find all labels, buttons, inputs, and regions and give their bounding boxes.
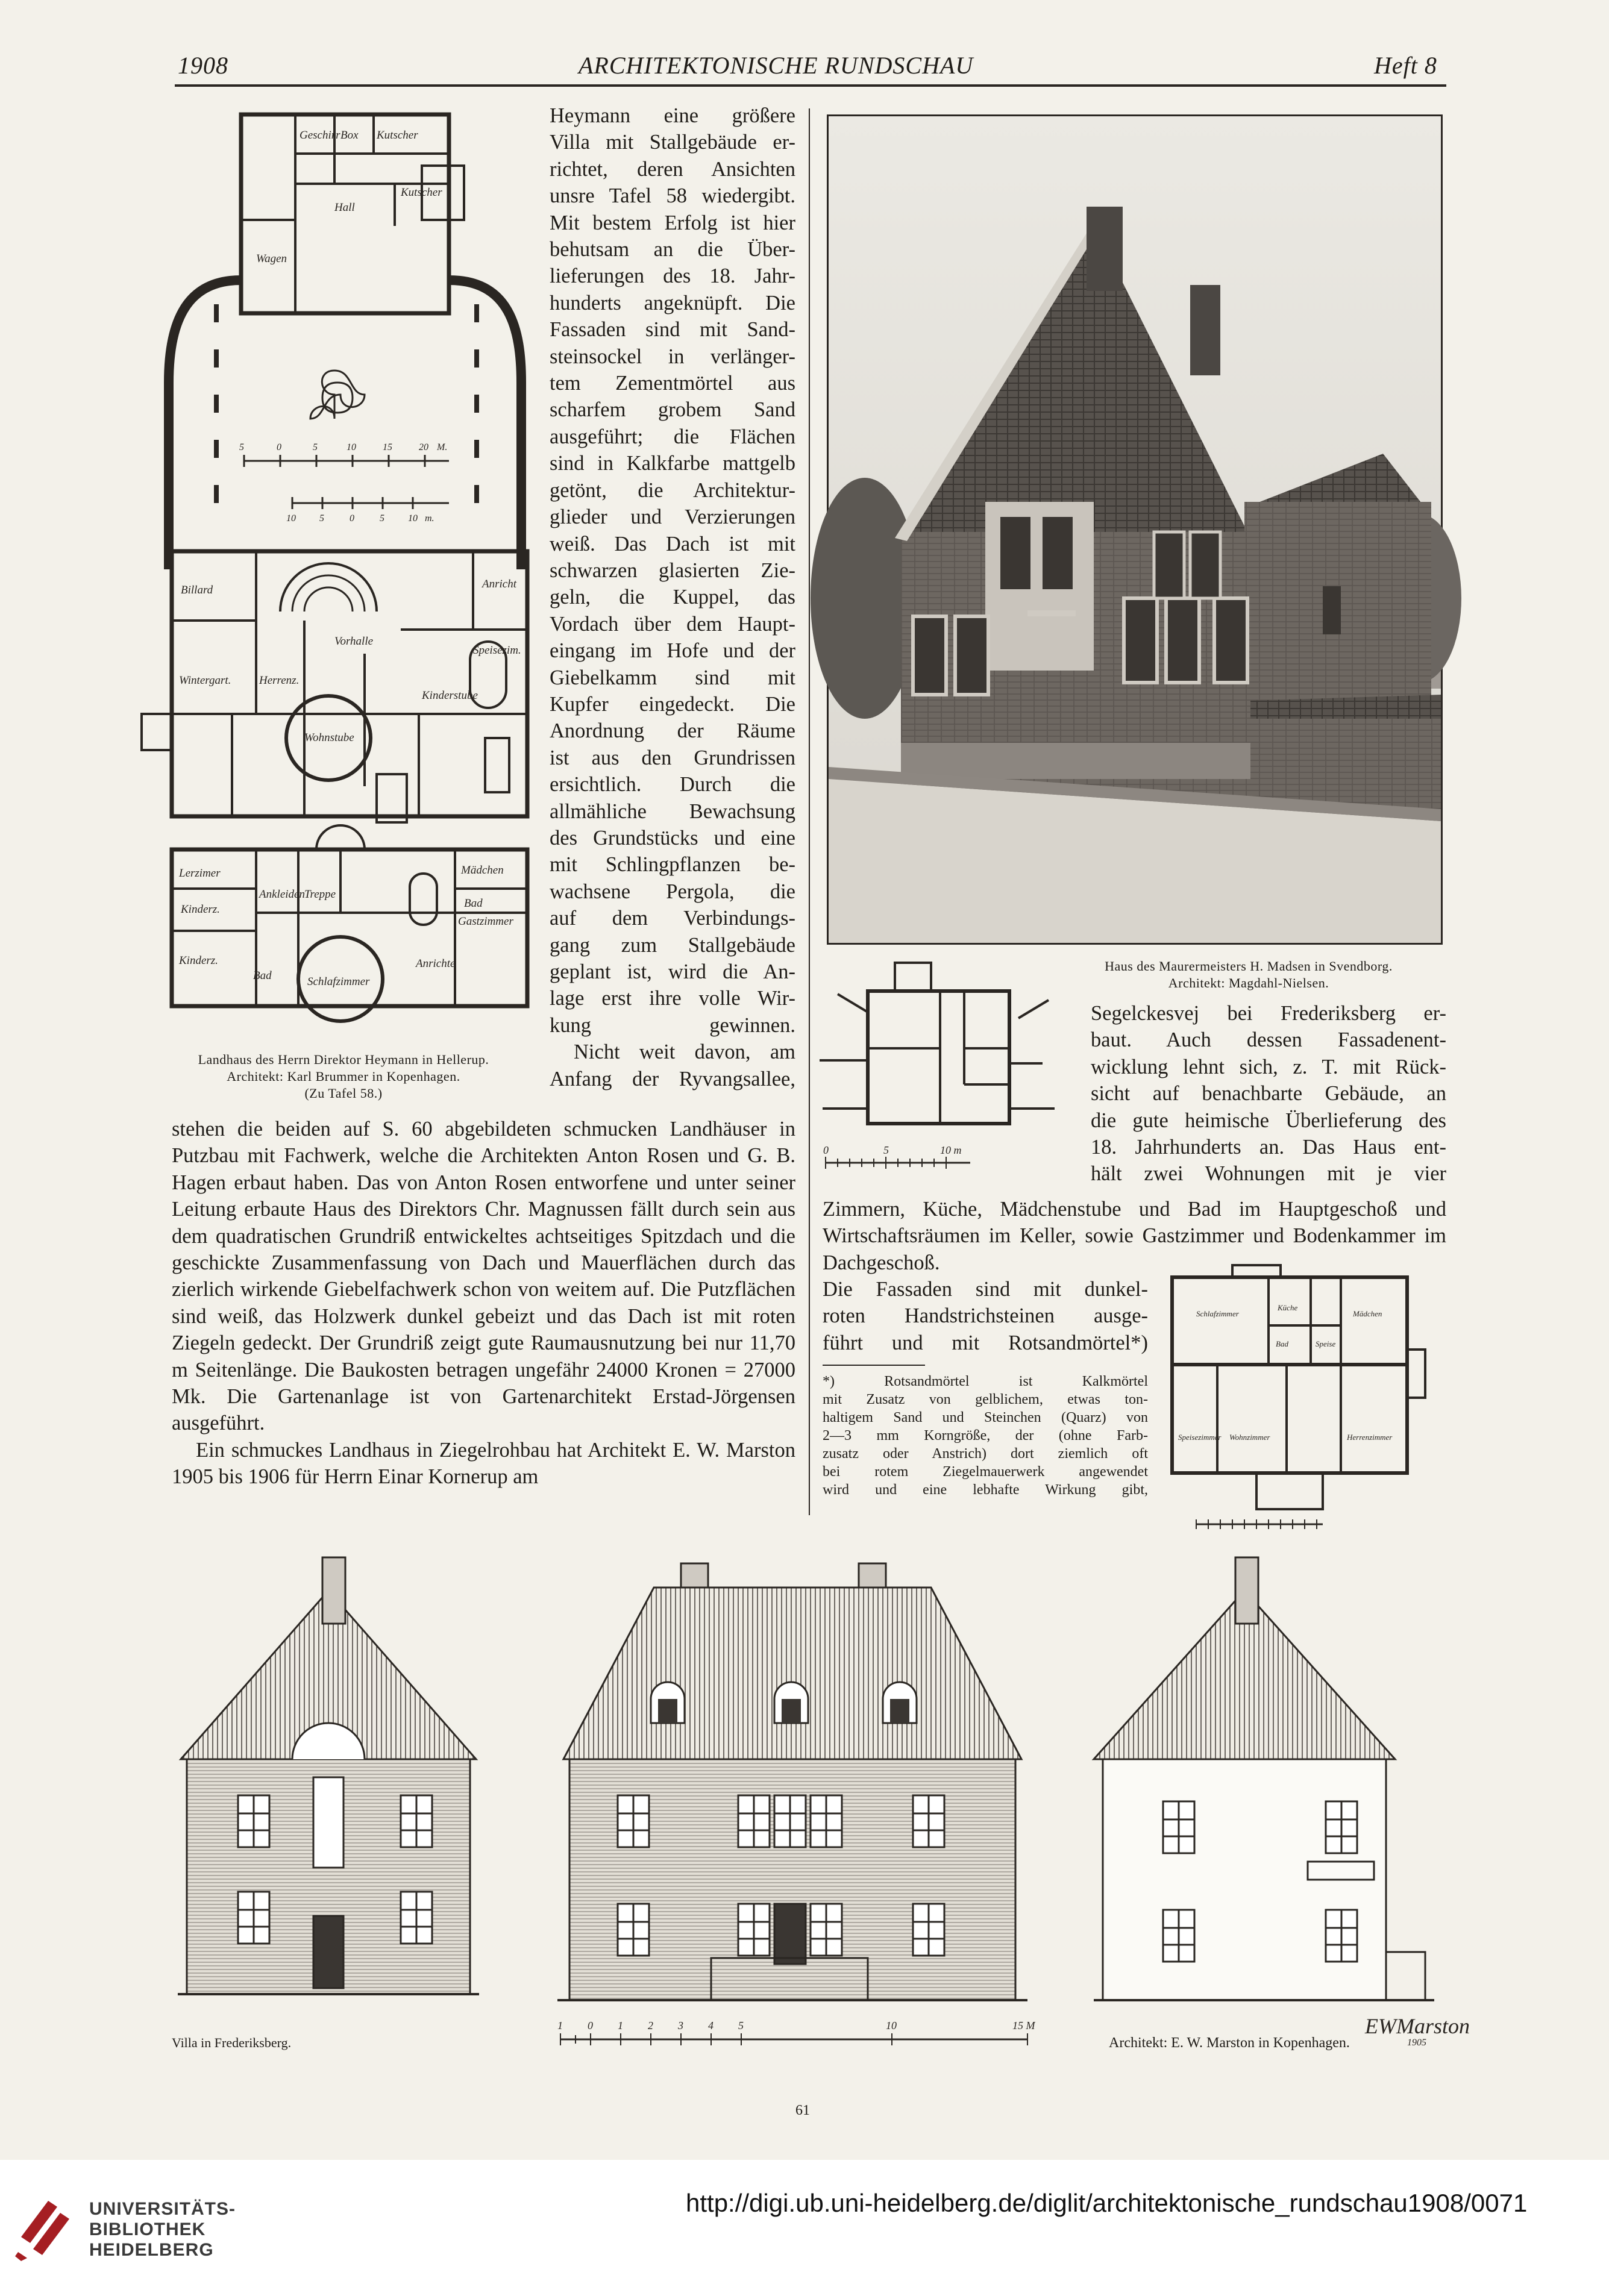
right-column-line: führt und mit Rotsandmörtel*) xyxy=(823,1331,1148,1354)
middle-column-line: wachsene Pergola, die xyxy=(550,880,795,903)
madsen-floor-plan xyxy=(820,958,1073,1187)
footnote-rule xyxy=(823,1365,925,1366)
plan-label: Wintergart. xyxy=(179,674,231,687)
plan-label: Mädchen xyxy=(461,864,504,877)
middle-column-line: eingang im Hofe und der xyxy=(550,639,795,663)
paragraph-rosen: stehen die beiden auf S. 60 abgebildeten schmucken Landhäuser in Putzbau mit Fachwerk, welche die Architekten Anton Rosen und G. B. Hagen erbaut haben. Das von Anton Rosen entworfene und unter seiner Leitung erbaute Haus des Direktors Chr. Magnussen fällt durch sein aus dem quadratischen Grundriß entwickeltes achtseitiges Spitzdach und die geschickte Zusammenfassung von Dach und Mauerflächen durch das zierlich wirkende Giebelfachwerk schon von weitem auf. Die Putzflächen sind weiß, das Holzwerk dunkel gebeizt und das Dach ist mit roten Ziegeln gedeckt. Der Grundriß zeigt gute Raumausnutzung bei nur 11,70 m Seitenlänge. Die Baukosten betragen ungefähr 24000 Kronen = 27000 Mk. Die Gartenanlage ist von Gartenarchitekt Erstad-Jörgensen ausgeführt. xyxy=(172,1118,795,1435)
middle-column-line: Anfang der Ryvangsallee, xyxy=(550,1067,795,1090)
plan-label: Gastzimmer xyxy=(458,915,513,928)
source-url[interactable]: http://digi.ub.uni-heidelberg.de/diglit/architektonische_rundschau1908/0071 xyxy=(686,2189,1528,2217)
library-footer xyxy=(0,2160,1609,2296)
marston-plan-label: Schlafzimmer xyxy=(1196,1309,1239,1318)
elevation-caption-right: Architekt: E. W. Marston in Kopenhagen. xyxy=(1109,2035,1350,2051)
plan-label: Ankleiden xyxy=(259,888,305,901)
middle-column-line: hunderts angeknüpft. Die xyxy=(550,291,795,314)
right-column-line: Segelckesvej bei Frederiksberg er- xyxy=(1091,1002,1446,1025)
middle-column-line: behutsam an die Über- xyxy=(550,238,795,261)
middle-column-line: getönt, die Architektur- xyxy=(550,478,795,502)
scale-bottom-unit: m. xyxy=(425,513,434,524)
scale-bottom-tick: 5 xyxy=(380,513,384,524)
small-scale-tick: 10 m xyxy=(940,1144,962,1156)
scale-bottom-tick: 10 xyxy=(408,513,418,524)
right-column-line: hält zwei Wohnungen mit je vier xyxy=(1091,1162,1446,1186)
footnote xyxy=(823,1372,1148,1499)
marston-plan-label: Bad xyxy=(1276,1339,1288,1348)
marston-plan-label: Küche xyxy=(1278,1303,1298,1312)
library-logo-icon xyxy=(15,2189,75,2261)
plan-label: Wagen xyxy=(256,252,287,265)
plan-label: Bad xyxy=(253,969,272,982)
plan-label: Treppe xyxy=(304,888,336,901)
plan-label: Anrichte xyxy=(416,957,456,970)
elevation-left xyxy=(178,1557,479,1994)
plan-label: Kinderz. xyxy=(179,954,218,967)
middle-column-line: lieferungen des 18. Jahr- xyxy=(550,264,795,288)
right-column-line: 18. Jahrhunderts an. Das Haus ent- xyxy=(1091,1136,1446,1159)
plan-label: Billard xyxy=(181,584,213,596)
elevation-scale-tick: 1 xyxy=(618,2019,623,2032)
right-column-line: Die Fassaden sind mit dunkel- xyxy=(823,1278,1148,1301)
middle-column-line: auf dem Verbindungs- xyxy=(550,907,795,930)
library-name: UNIVERSITÄTS- BIBLIOTHEK HEIDELBERG xyxy=(89,2199,236,2260)
elevation-scale-tick: 2 xyxy=(648,2019,653,2032)
middle-column-line: Villa mit Stallgebäude er- xyxy=(550,131,795,154)
middle-column-line: Nicht weit davon, am xyxy=(574,1040,795,1064)
right-column-line: wicklung lehnt sich, z. T. mit Rück- xyxy=(1091,1055,1446,1078)
svg-text:EWMarston: EWMarston xyxy=(1365,2014,1470,2038)
photo-madsen-frame xyxy=(827,114,1443,945)
photo-madsen-house xyxy=(829,116,1441,943)
middle-column-line: glieder und Verzierungen xyxy=(550,505,795,529)
scale-top-tick: 5 xyxy=(313,442,318,452)
plan-label: Kutscher xyxy=(377,129,418,142)
caption-madsen: Haus des Maurermeisters H. Madsen in Svendborg. Architekt: Magdahl-Nielsen. xyxy=(1105,959,1393,990)
scale-bottom-tick: 10 xyxy=(286,513,296,524)
scale-top-tick: 20 xyxy=(419,442,428,452)
small-scale-tick: 0 xyxy=(823,1144,829,1156)
marston-plan-label: Wohnzimmer xyxy=(1229,1433,1270,1442)
caption-heymann: Landhaus des Herrn Direktor Heymann in Hellerup. Architekt: Karl Brummer in Kopenhagen. (Zu Tafel 58.) xyxy=(198,1052,489,1101)
plan-label: Box xyxy=(340,129,359,142)
elevation-side xyxy=(1094,1557,1434,2000)
plan-label: Schlafzimmer xyxy=(307,975,370,988)
plan-label: Herrenz. xyxy=(259,674,300,687)
header-issue: Heft 8 xyxy=(1374,52,1437,79)
middle-column-line: des Grundstücks und eine xyxy=(550,826,795,849)
scale-top-tick: 5 xyxy=(239,442,244,452)
middle-column-line: scharfem grobem Sand xyxy=(550,398,795,422)
header-year: 1908 xyxy=(178,52,228,79)
footnote-line: 2—3 mm Korngröße, der (ohne Farb- xyxy=(823,1428,1148,1444)
plan-label: Lerzimer xyxy=(179,867,221,880)
middle-column-line: ausgeführt; die Flächen xyxy=(550,425,795,448)
right-column-line: roten Handstrichsteinen ausge- xyxy=(823,1304,1148,1328)
marston-plan-label: Speise xyxy=(1316,1339,1336,1348)
right-column-full: Zimmern, Küche, Mädchenstube und Bad im Hauptgeschoß und Wirtschaftsräumen im Keller, sowie Gastzimmer und Bodenkammer im Dachgeschoß. xyxy=(823,1198,1446,1274)
scale-top-tick: 10 xyxy=(347,442,356,452)
plan-label: Kutscher xyxy=(401,186,442,199)
middle-column-line: ersichtlich. Durch die xyxy=(550,773,795,796)
plan-label: Kinderstube xyxy=(422,689,478,702)
middle-column-line: kung gewinnen. xyxy=(550,1013,795,1037)
marston-plan-label: Mädchen xyxy=(1353,1309,1382,1318)
middle-column-line: allmähliche Bewachsung xyxy=(550,799,795,823)
middle-column-line: mit Schlingpflanzen be- xyxy=(550,853,795,877)
middle-column-line: Anordnung der Räume xyxy=(550,719,795,743)
middle-column-line: Vordach über dem Haupt- xyxy=(550,612,795,636)
marston-floor-plan xyxy=(1160,1265,1449,1542)
middle-column-line: gang zum Stallgebäude xyxy=(550,933,795,957)
architect-signature xyxy=(1364,2014,1470,2048)
footnote-line: bei rotem Ziegelmauerwerk angewendet xyxy=(823,1464,1148,1480)
left-text xyxy=(172,1116,795,1491)
scale-top-unit: M. xyxy=(437,442,448,452)
elevation-scale-tick: 3 xyxy=(678,2019,683,2032)
middle-column-line: steinsockel in verlänger- xyxy=(550,345,795,368)
plan-label: Wohnstube xyxy=(304,731,354,744)
footnote-line: wird und eine lebhafte Wirkung gibt, xyxy=(823,1482,1148,1498)
middle-column-line: tem Zementmörtel aus xyxy=(550,372,795,395)
marston-plan-label: Speisezimmer xyxy=(1178,1433,1222,1442)
middle-column xyxy=(550,102,795,1092)
marston-plan-label: Herrenzimmer xyxy=(1347,1433,1393,1442)
elevation-front xyxy=(557,1563,1027,2000)
middle-column-line: Mit bestem Erfolg ist hier xyxy=(550,211,795,234)
right-column-line: baut. Auch dessen Fassadenent- xyxy=(1091,1028,1446,1052)
middle-column-line: lage erst ihre volle Wir- xyxy=(550,987,795,1010)
header-title: ARCHITEKTONISCHE RUNDSCHAU xyxy=(579,52,974,79)
elevation-scale-tick: 0 xyxy=(588,2019,593,2032)
elevation-caption-left: Villa in Frederiksberg. xyxy=(172,2035,292,2050)
small-scale-tick: 5 xyxy=(883,1144,889,1156)
right-column-line: die gute heimische Überlieferung des xyxy=(1091,1109,1446,1132)
header-rule xyxy=(175,84,1446,87)
scale-bottom-tick: 0 xyxy=(350,513,354,524)
elevation-scale-tick: 1 xyxy=(557,2019,563,2032)
middle-column-line: weiß. Das Dach ist mit xyxy=(550,532,795,555)
middle-column-line: geln, die Kuppel, das xyxy=(550,586,795,609)
middle-column-line: schwarzen glasierten Zie- xyxy=(550,558,795,582)
middle-column-line: ist aus den Grundrissen xyxy=(550,746,795,769)
middle-column-line: Kupfer eingedeckt. Die xyxy=(550,692,795,716)
middle-column-line: Heymann eine größere xyxy=(550,104,795,127)
middle-column-line: Giebelkamm sind mit xyxy=(550,666,795,689)
plan-label: Geschirr xyxy=(300,129,340,142)
scale-bottom-tick: 5 xyxy=(319,513,324,524)
right-column-line: sicht auf benachbarte Gebäude, an xyxy=(1091,1082,1446,1106)
column-rule xyxy=(809,108,810,1515)
plan-label: Hall xyxy=(334,201,355,214)
plan-label: Speisezim. xyxy=(473,644,521,657)
middle-column-line: unsre Tafel 58 wiedergibt. xyxy=(550,184,795,208)
elevation-scale-tick: 15 M xyxy=(1012,2019,1035,2032)
elevation-scale-tick: 5 xyxy=(738,2019,744,2032)
page-number: 61 xyxy=(795,2103,810,2118)
right-column-upper xyxy=(1091,1000,1446,1187)
plan-label: Anricht xyxy=(482,578,516,590)
heymann-floor-plans xyxy=(136,111,545,1033)
plan-label: Kinderz. xyxy=(181,903,220,916)
footnote-line: zusatz oder Anstrich) dort ziemlich oft xyxy=(823,1446,1148,1462)
paragraph-marston-intro: Ein schmuckes Landhaus in Ziegelrohbau hat Architekt E. W. Marston 1905 bis 1906 für Herrn Einar Kornerup am xyxy=(172,1438,795,1489)
scale-top-tick: 0 xyxy=(277,442,281,452)
footnote-line: haltigem Sand und Steinchen (Quarz) von xyxy=(823,1410,1148,1425)
scale-top-tick: 15 xyxy=(383,442,392,452)
marston-villa-elevations xyxy=(172,1554,1470,2048)
middle-column-line: sind in Kalkfarbe mattgelb xyxy=(550,452,795,475)
footnote-line: *) Rotsandmörtel ist Kalkmörtel xyxy=(823,1374,1148,1389)
footnote-line: mit Zusatz von gelblichem, etwas ton- xyxy=(823,1392,1148,1407)
middle-column-line: richtet, deren Ansichten xyxy=(550,157,795,181)
middle-column-line: Fassaden sind mit Sand- xyxy=(550,318,795,342)
svg-text:1905: 1905 xyxy=(1407,2038,1426,2048)
plan-label: Vorhalle xyxy=(334,635,374,648)
plan-label: Bad xyxy=(464,897,483,910)
right-column-short xyxy=(823,1276,1148,1356)
elevation-scale-tick: 4 xyxy=(708,2019,714,2032)
middle-column-line: geplant ist, wird die An- xyxy=(550,960,795,983)
elevation-scale-tick: 10 xyxy=(886,2019,897,2032)
